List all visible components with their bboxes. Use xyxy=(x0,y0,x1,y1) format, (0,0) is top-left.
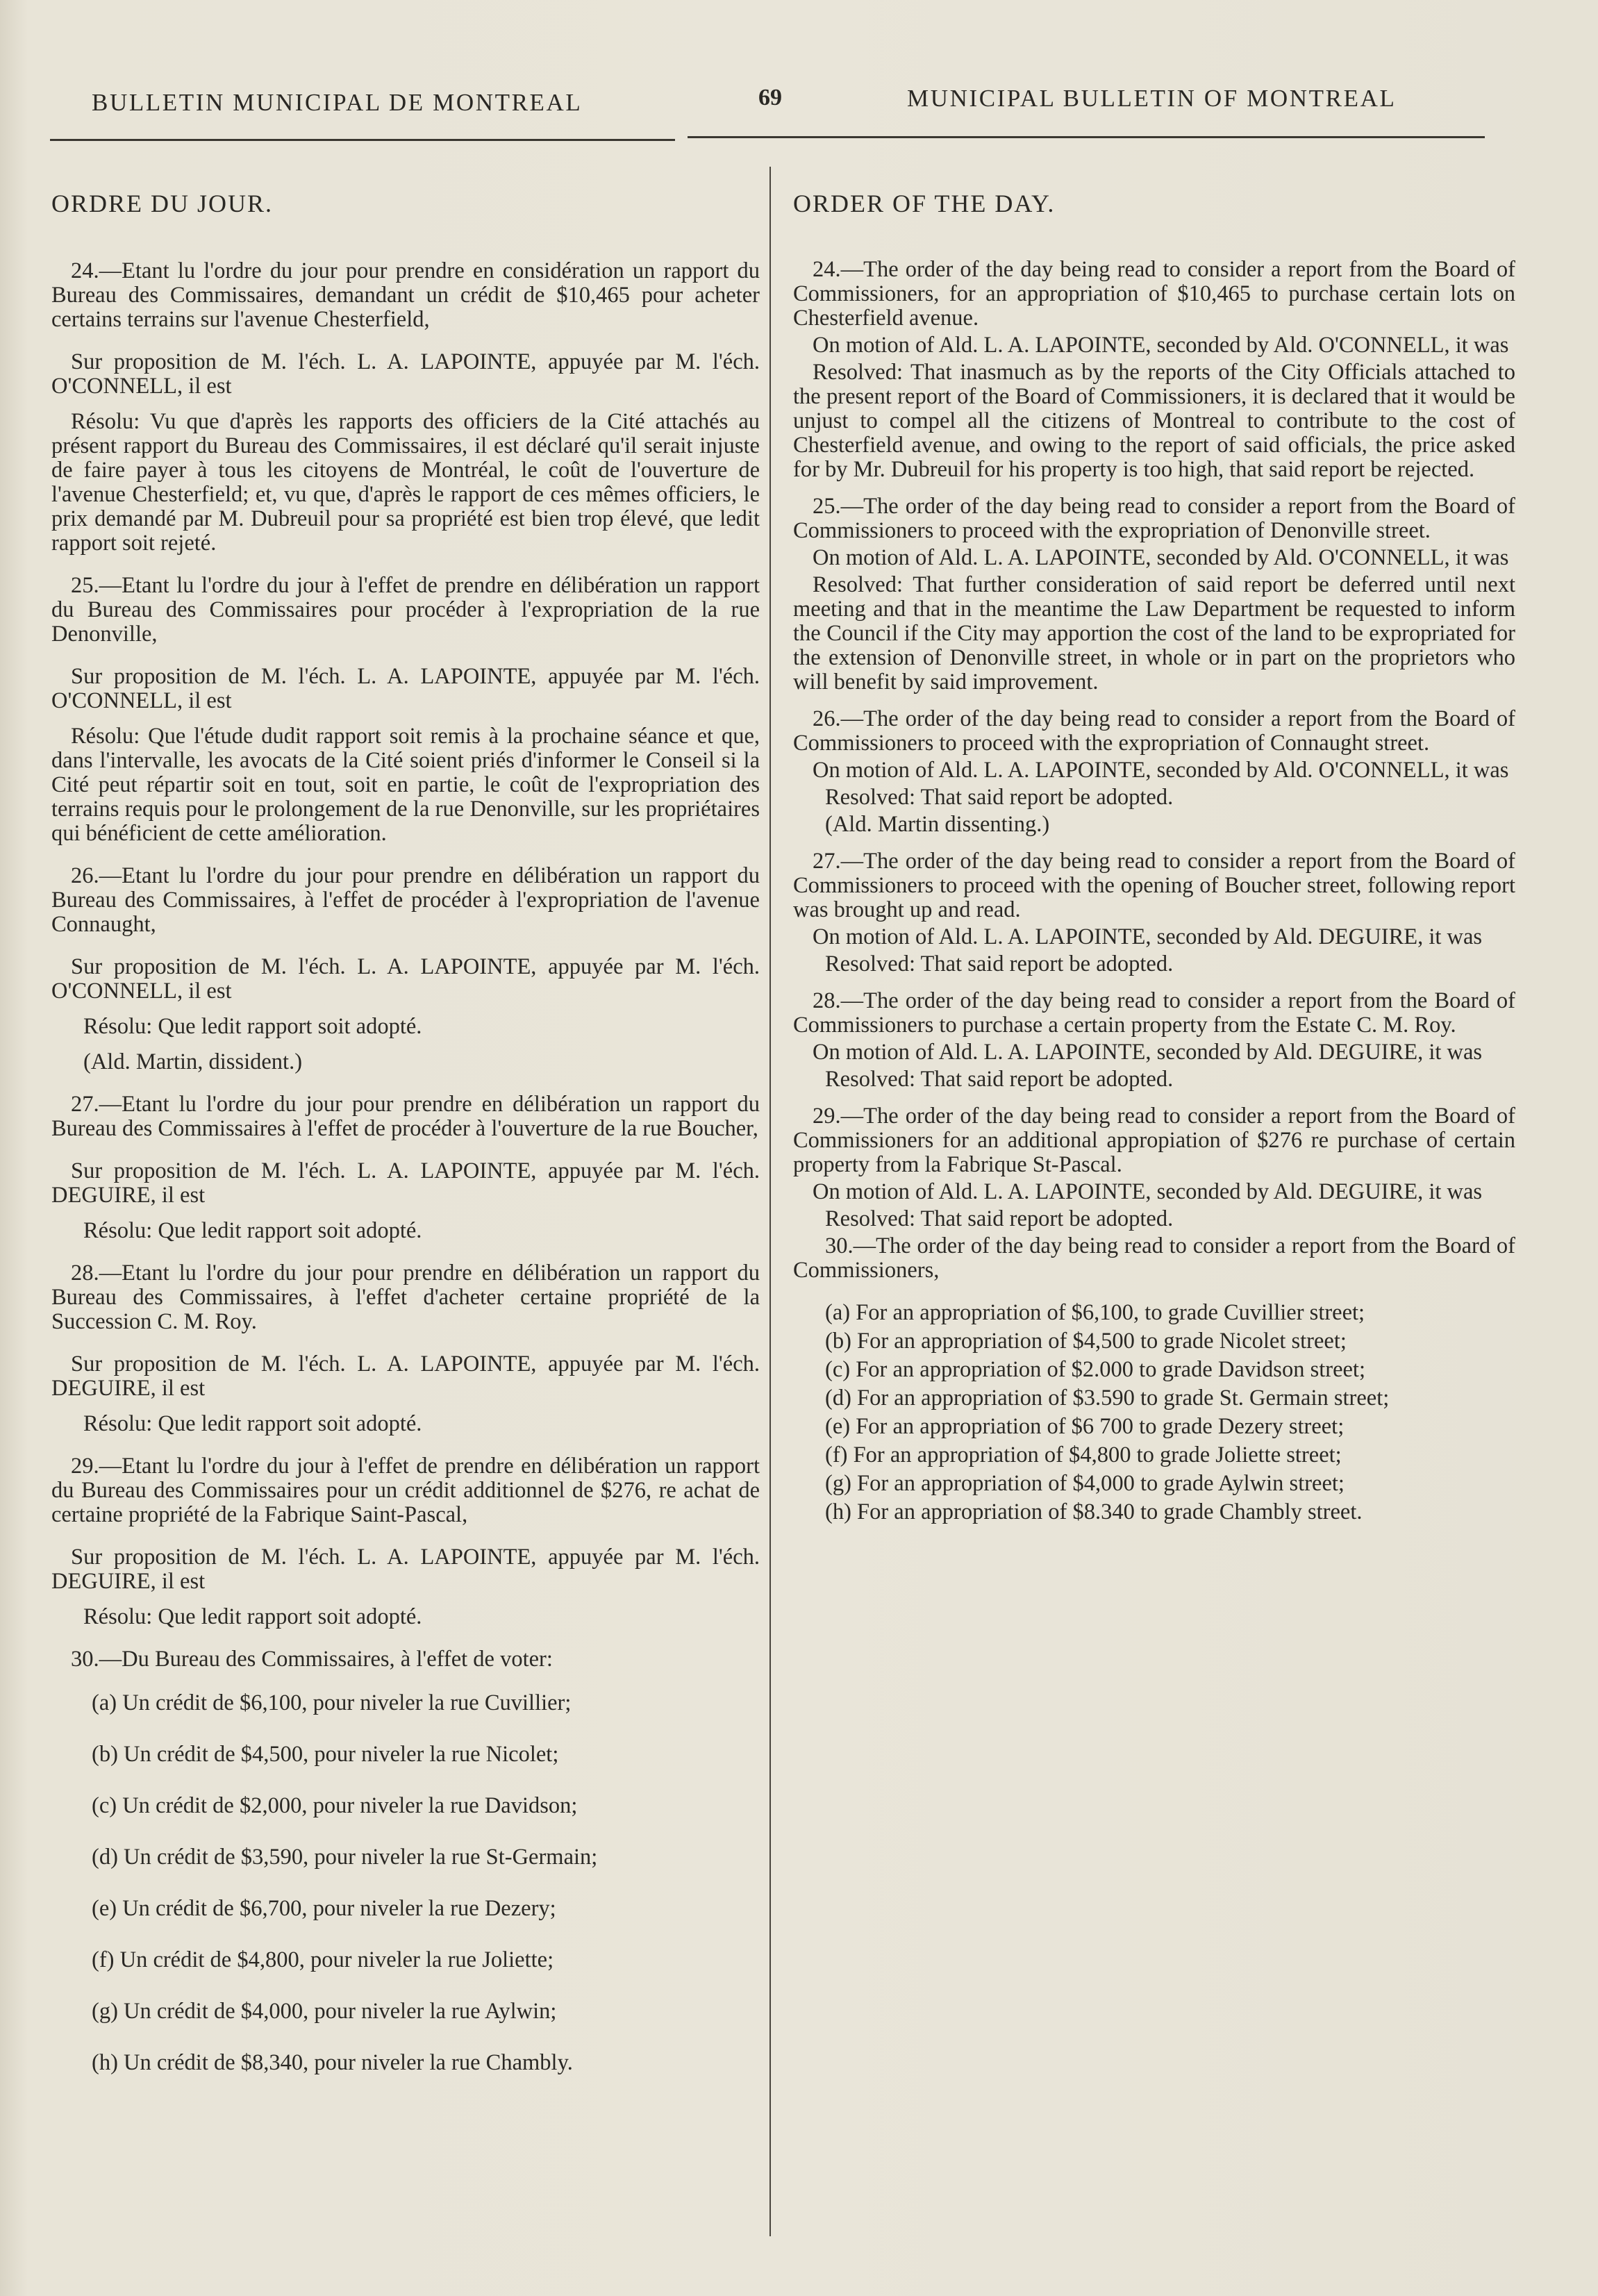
resolution-25-en: Resolved: That further consideration of said report be deferred until next meeting and that in the meantime the Law Department be requested to inform the Council if the City may apportion the cost of the land to be expropriated for the extension of Denonville street, in whole or in part on the proprietors who will benefit by said improvement. xyxy=(793,572,1515,694)
item-25-en: 25.—The order of the day being read to consider a report from the Board of Commissioners to proceed with the expropriation of Denonville street. xyxy=(793,494,1515,543)
item-30-fr: 30.—Du Bureau des Commissaires, à l'effet de voter: xyxy=(71,1647,553,1672)
list-item: (c) For an appropriation of $2.000 to grade Davidson street; xyxy=(825,1357,1365,1382)
french-column xyxy=(51,192,760,2102)
motion-25-en: On motion of Ald. L. A. LAPOINTE, seconded by Ald. O'CONNELL, it was xyxy=(813,545,1509,570)
list-item: (a) Un crédit de $6,100, pour niveler la rue Cuvillier; xyxy=(92,1690,572,1715)
item-28-fr: 28.—Etant lu l'ordre du jour pour prendre en délibération un rapport du Bureau des Commissaires, à l'effet d'acheter certaine propriété de la Succession C. M. Roy. xyxy=(51,1261,760,1334)
motion-27-fr: Sur proposition de M. l'éch. L. A. LAPOINTE, appuyée par M. l'éch. DEGUIRE, il est xyxy=(51,1158,760,1208)
motion-26-fr: Sur proposition de M. l'éch. L. A. LAPOINTE, appuyée par M. l'éch. O'CONNELL, il est xyxy=(51,954,760,1004)
english-section-title: ORDER OF THE DAY. xyxy=(793,190,1056,217)
resolution-26-en: Resolved: That said report be adopted. xyxy=(825,785,1174,810)
item-26-fr: 26.—Etant lu l'ordre du jour pour prendre en délibération un rapport du Bureau des Commissaires, à l'effet de procéder à l'expropriation de l'avenue Connaught, xyxy=(51,863,760,937)
resolution-28-en: Resolved: That said report be adopted. xyxy=(825,1067,1174,1092)
list-item: (f) Un crédit de $4,800, pour niveler la rue Joliette; xyxy=(92,1947,554,1972)
english-column xyxy=(793,192,1515,1529)
resolution-29-en: Resolved: That said report be adopted. xyxy=(825,1206,1174,1231)
list-item: (g) Un crédit de $4,000, pour niveler la rue Aylwin; xyxy=(92,1999,557,2024)
item-27-en: 27.—The order of the day being read to consider a report from the Board of Commissioners to proceed with the opening of Boucher street, following report was brought up and read. xyxy=(793,849,1515,922)
resolution-24-en: Resolved: That inasmuch as by the reports of the City Officials attached to the present report of the Board of Commissioners, it is declared that it would be unjust to compel all the citizens of Montreal to contribute to the cost of Chesterfield avenue, and owing to the report of said officials, the price asked for by Mr. Dubreuil for his property is too high, that said report be rejected. xyxy=(793,360,1515,482)
resolution-24-fr: Résolu: Vu que d'après les rapports des officiers de la Cité attachés au présent rapport du Bureau des Commissaires, il est déclaré qu'il serait injuste de faire payer à tous les citoyens de Montréal, le coût de l'ouverture de l'avenue Chesterfield; et, vu que, d'après le rapport de ces mêmes officiers, le prix demandé par M. Dubreuil pour sa propriété est bien trop élevé, que ledit rapport soit rejeté. xyxy=(51,409,760,556)
list-item: (h) Un crédit de $8,340, pour niveler la rue Chambly. xyxy=(92,2050,573,2075)
list-item: (b) For an appropriation of $4,500 to grade Nicolet street; xyxy=(825,1329,1347,1354)
motion-28-en: On motion of Ald. L. A. LAPOINTE, seconded by Ald. DEGUIRE, it was xyxy=(813,1040,1483,1065)
header-rule-left xyxy=(50,139,675,141)
motion-29-fr: Sur proposition de M. l'éch. L. A. LAPOINTE, appuyée par M. l'éch. DEGUIRE, il est xyxy=(51,1545,760,1594)
motion-25-fr: Sur proposition de M. l'éch. L. A. LAPOINTE, appuyée par M. l'éch. O'CONNELL, il est xyxy=(51,664,760,713)
item-29-fr: 29.—Etant lu l'ordre du jour à l'effet de prendre en délibération un rapport du Bureau des Commissaires pour un crédit additionnel de $276, re achat de certaine propriété de la Fabrique Saint-Pascal, xyxy=(51,1454,760,1527)
list-item: (e) For an appropriation of $6 700 to grade Dezery street; xyxy=(825,1414,1345,1439)
list-item: (a) For an appropriation of $6,100, to grade Cuvillier street; xyxy=(825,1300,1365,1325)
item-28-en: 28.—The order of the day being read to consider a report from the Board of Commissioners to purchase a certain property from the Estate C. M. Roy. xyxy=(793,988,1515,1038)
list-item: (c) Un crédit de $2,000, pour niveler la rue Davidson; xyxy=(92,1793,578,1818)
header-title-french: BULLETIN MUNICIPAL DE MONTREAL xyxy=(92,89,583,116)
resolution-27-en: Resolved: That said report be adopted. xyxy=(825,951,1174,976)
list-item: (e) Un crédit de $6,700, pour niveler la rue Dezery; xyxy=(92,1896,556,1921)
item-25-fr: 25.—Etant lu l'ordre du jour à l'effet de prendre en délibération un rapport du Bureau des Commissaires pour procéder à l'expropriation de la rue Denonville, xyxy=(51,573,760,647)
resolution-27-fr: Résolu: Que ledit rapport soit adopté. xyxy=(83,1218,422,1243)
motion-26-en: On motion of Ald. L. A. LAPOINTE, seconded by Ald. O'CONNELL, it was xyxy=(813,758,1509,783)
resolution-28-fr: Résolu: Que ledit rapport soit adopté. xyxy=(83,1411,422,1436)
list-item: (g) For an appropriation of $4,000 to grade Aylwin street; xyxy=(825,1471,1345,1496)
item-29-en: 29.—The order of the day being read to consider a report from the Board of Commissioners for an additional appropiation of $276 re purchase of certain property from la Fabrique St-Pascal. xyxy=(793,1104,1515,1177)
french-section-title: ORDRE DU JOUR. xyxy=(51,190,274,217)
list-item: (f) For an appropriation of $4,800 to grade Joliette street; xyxy=(825,1442,1342,1467)
column-divider xyxy=(769,167,771,2236)
list-item: (b) Un crédit de $4,500, pour niveler la rue Nicolet; xyxy=(92,1742,559,1767)
header-title-english: MUNICIPAL BULLETIN OF MONTREAL xyxy=(907,85,1397,112)
appropriation-list-en xyxy=(793,1301,1515,1524)
list-item: (h) For an appropriation of $8.340 to grade Chambly street. xyxy=(825,1499,1363,1524)
resolution-25-fr: Résolu: Que l'étude dudit rapport soit remis à la prochaine séance et que, dans l'intervalle, les avocats de la Cité soient priés d'informer le Conseil si la Cité peut répartir soit en tout, soit en partie, le coût de l'expropriation des terrains requis pour le prolongement de la rue Denonville, sur les propriétaires qui bénéficient de cette amélioration. xyxy=(51,724,760,846)
item-24-fr: 24.—Etant lu l'ordre du jour pour prendre en considération un rapport du Bureau des Commissaires, demandant un crédit de $10,465 pour acheter certains terrains sur l'avenue Chesterfield, xyxy=(51,258,760,332)
page-number: 69 xyxy=(758,85,782,110)
dissent-26-en: (Ald. Martin dissenting.) xyxy=(825,812,1050,837)
motion-27-en: On motion of Ald. L. A. LAPOINTE, seconded by Ald. DEGUIRE, it was xyxy=(813,924,1483,949)
appropriation-list-fr xyxy=(51,1691,760,2075)
motion-28-fr: Sur proposition de M. l'éch. L. A. LAPOINTE, appuyée par M. l'éch. DEGUIRE, il est xyxy=(51,1351,760,1401)
dissent-26-fr: (Ald. Martin, dissident.) xyxy=(83,1049,303,1074)
item-24-en: 24.—The order of the day being read to consider a report from the Board of Commissioners, for an appropriation of $10,465 to purchase certain lots on Chesterfield avenue. xyxy=(793,257,1515,331)
item-26-en: 26.—The order of the day being read to consider a report from the Board of Commissioners to proceed with the expropriation of Connaught street. xyxy=(793,706,1515,756)
item-30-en: 30.—The order of the day being read to consider a report from the Board of Commissioners, xyxy=(793,1233,1515,1283)
motion-24-en: On motion of Ald. L. A. LAPOINTE, seconded by Ald. O'CONNELL, it was xyxy=(813,333,1509,358)
item-27-fr: 27.—Etant lu l'ordre du jour pour prendre en délibération un rapport du Bureau des Commissaires à l'effet de procéder à l'ouverture de la rue Boucher, xyxy=(51,1092,760,1141)
motion-24-fr: Sur proposition de M. l'éch. L. A. LAPOINTE, appuyée par M. l'éch. O'CONNELL, il est xyxy=(51,349,760,399)
resolution-29-fr: Résolu: Que ledit rapport soit adopté. xyxy=(83,1604,422,1629)
resolution-26-fr: Résolu: Que ledit rapport soit adopté. xyxy=(83,1014,422,1039)
list-item: (d) Un crédit de $3,590, pour niveler la rue St-Germain; xyxy=(92,1845,598,1870)
page-header xyxy=(0,82,1598,124)
list-item: (d) For an appropriation of $3.590 to grade St. Germain street; xyxy=(825,1386,1390,1411)
header-rule-right xyxy=(688,136,1485,138)
motion-29-en: On motion of Ald. L. A. LAPOINTE, seconded by Ald. DEGUIRE, it was xyxy=(813,1179,1483,1204)
